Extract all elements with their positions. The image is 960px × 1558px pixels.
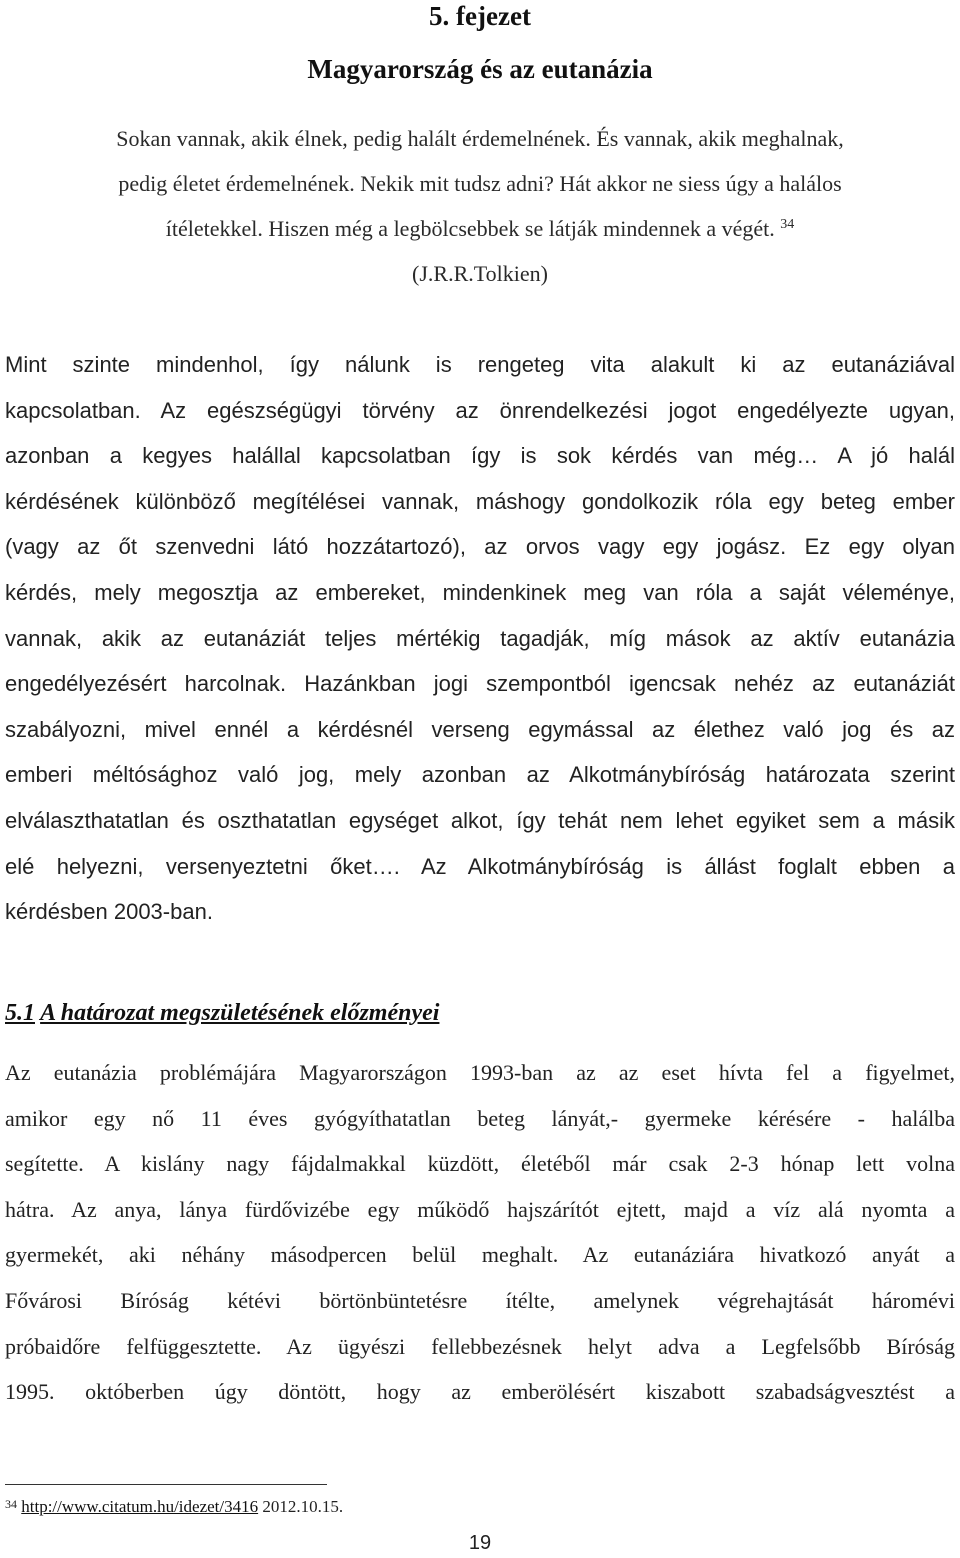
footnote-date: 2012.10.15. (262, 1497, 344, 1516)
motto-line-last (0, 206, 960, 251)
footnote-reference[interactable]: 34 (780, 217, 795, 232)
paragraph-line: elé helyezni, versenyeztetni őket…. Az Alkotmánybíróság is állást foglalt ebben a (5, 853, 955, 879)
paragraph-line: kapcsolatban. Az egészségügyi törvény az önrendelkezési jogot engedélyezte ugyan, (5, 397, 955, 423)
motto-line-text: ítéletekkel. Hiszen még a legbölcsebbek se látják mindennek a végét. (165, 216, 775, 241)
paragraph-line: engedélyezésért harcolnak. Hazánkban jogi szempontból igencsak nehéz az eutanáziát (5, 671, 955, 697)
paragraph-line: amikor egy nő 11 éves gyógyíthatatlan beteg lányát,- gyermeke kérésére - halálba (5, 1105, 955, 1131)
footnote-number: 34 (5, 1497, 17, 1511)
paragraph-line: kérdés, mely megosztja az embereket, mindenkinek meg van róla a saját véleménye, (5, 579, 955, 605)
paragraph-line: szabályozni, mivel ennél a kérdésnél verseng egymással az élethez való jog és az (5, 716, 955, 742)
motto-quote (0, 116, 960, 251)
footnote-divider (5, 1484, 327, 1485)
footnote-link[interactable]: http://www.citatum.hu/idezet/3416 (21, 1497, 259, 1516)
paragraph-line: azonban a kegyes halállal kapcsolatban így is sok kérdés van még… A jó halál (5, 443, 955, 469)
footnote (5, 1494, 343, 1520)
section-number: 5.1 (5, 1000, 35, 1026)
section-title: A határozat megszületésének előzményei (40, 1000, 440, 1026)
paragraph-line: gyermekét, aki néhány másodpercen belül meghalt. Az eutanáziára hivatkozó anyát a (5, 1242, 955, 1268)
paragraph-1 (5, 342, 955, 935)
paragraph-line: vannak, akik az eutanáziát teljes mértékig tagadják, míg mások az aktív eutanázia (5, 625, 955, 651)
paragraph-line: Mint szinte mindenhol, így nálunk is rengeteg vita alakult ki az eutanáziával (5, 352, 955, 377)
paragraph-2 (5, 1050, 955, 1415)
motto-line: pedig életet érdemelnének. Nekik mit tudsz adni? Hát akkor ne siess úgy a halálos (118, 171, 842, 196)
section-heading (5, 996, 439, 1030)
paragraph-line: Az eutanázia problémájára Magyarországon 1993-ban az az eset hívta fel a figyelmet, (5, 1060, 955, 1085)
motto-attribution: (J.R.R.Tolkien) (412, 261, 548, 286)
paragraph-line: 1995. októberben úgy döntött, hogy az emberölésért kiszabott szabadságvesztést a (5, 1379, 955, 1405)
paragraph-line: kérdésben 2003-ban. (5, 899, 213, 925)
paragraph-line: Fővárosi Bíróság kétévi börtönbüntetésre ítélte, amelynek végrehajtását háromévi (5, 1287, 955, 1313)
page-number: 19 (468, 1532, 492, 1554)
paragraph-line: segítette. A kislány nagy fájdalmakkal küzdött, életéből már csak 2-3 hónap lett volna (5, 1151, 955, 1177)
motto-line: Sokan vannak, akik élnek, pedig halált érdemelnének. És vannak, akik meghalnak, (116, 126, 844, 151)
paragraph-line: (vagy az őt szenvedni látó hozzátartozó), az orvos vagy egy jogász. Ez egy olyan (5, 534, 955, 560)
chapter-number: 5. fejezet (429, 1, 531, 31)
chapter-title: Magyarország és az eutanázia (307, 54, 653, 84)
paragraph-line: elválaszthatatlan és oszthatatlan egységet alkot, így tehát nem lehet egyiket sem a másik (5, 807, 955, 833)
paragraph-line: hátra. Az anya, lánya fürdővizébe egy működő hajszárítót ejtett, majd a víz alá nyomta a (5, 1196, 955, 1222)
paragraph-line: próbaidőre felfüggesztette. Az ügyészi fellebbezésnek helyt adva a Legfelsőbb Bíróság (5, 1333, 955, 1359)
paragraph-line: kérdésének különböző megítélései vannak, máshogy gondolkozik róla egy beteg ember (5, 488, 955, 514)
paragraph-line: emberi méltósághoz való jog, mely azonban az Alkotmánybíróság határozata szerint (5, 762, 955, 788)
